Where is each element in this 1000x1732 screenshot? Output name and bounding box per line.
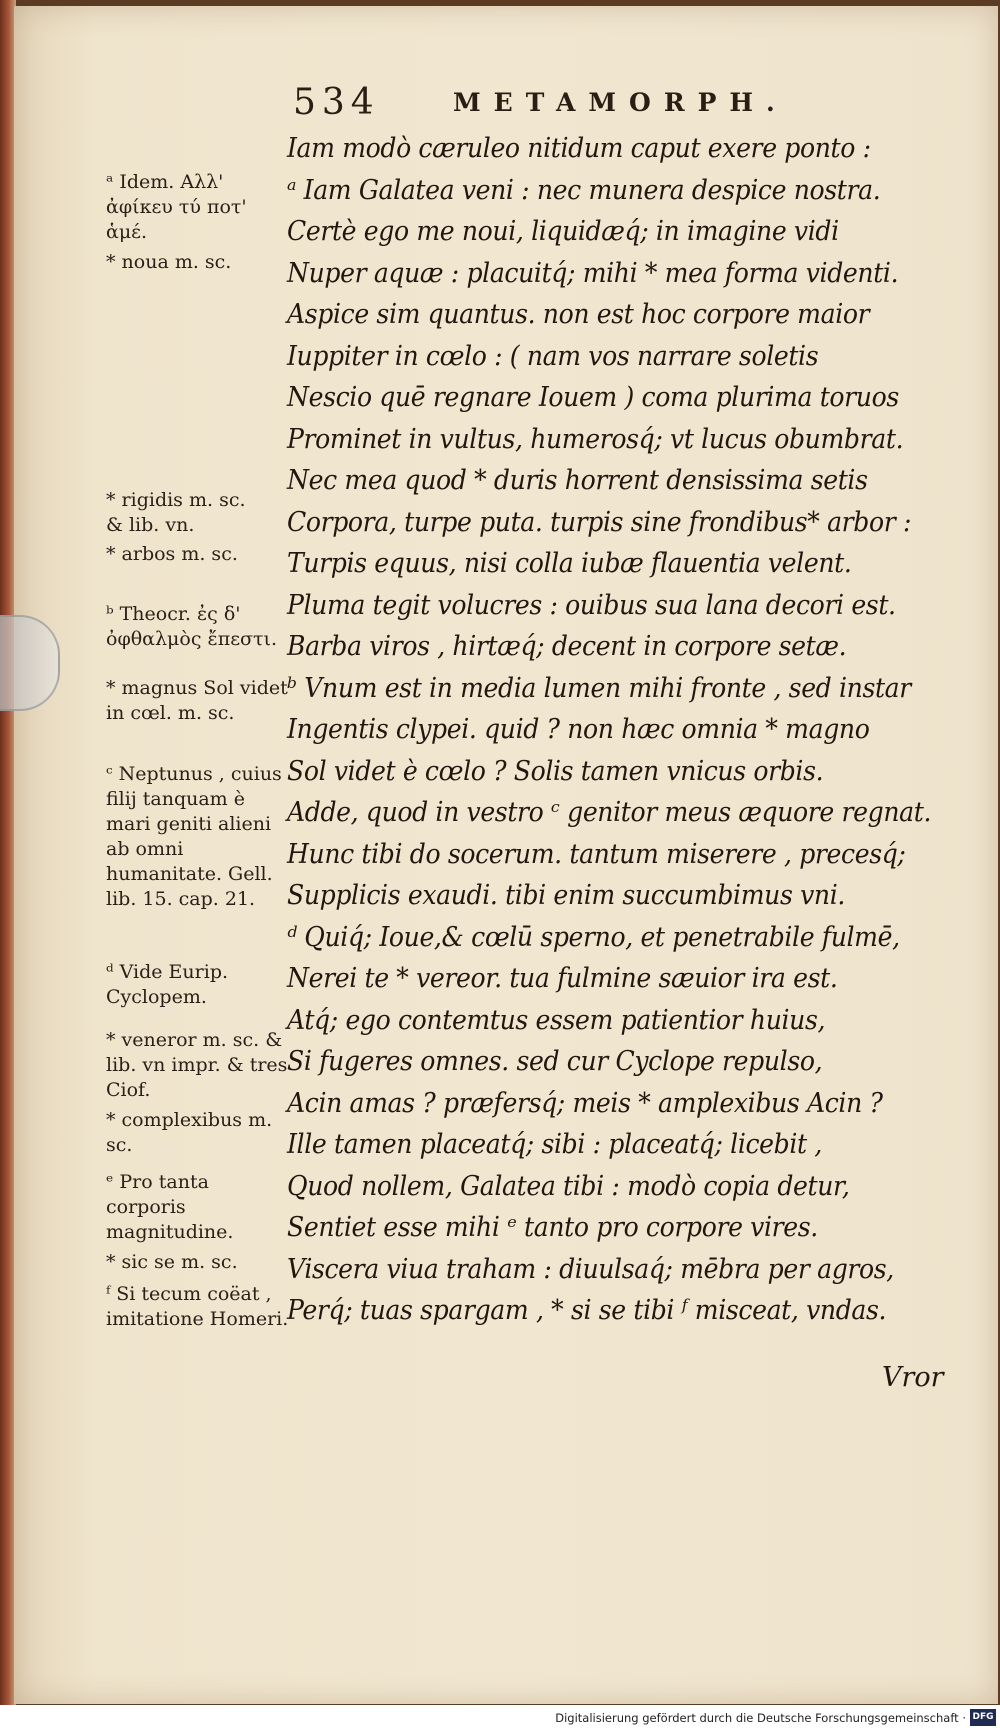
verse-line: Nec mea quod * duris horrent densissima setis (287, 465, 868, 496)
verse-line: Iuppiter in cœlo : ( nam vos narrare soletis (287, 340, 819, 372)
verse-line: Turpis equus, nisi colla iubæ flauentia velent. (287, 548, 852, 579)
margin-note: * complexibus m. sc. (106, 1109, 273, 1156)
margin-note: ᵇ Theocr. ἐς δ' ὀφθαλμὸς ἔπεστι. (106, 603, 278, 650)
funding-credit: Digitalisierung gefördert durch die Deutsche Forschungsgemeinschaft · (555, 1711, 966, 1725)
verse-line: Ille tamen placeatq́; sibi : placeatq́; licebit , (287, 1129, 822, 1160)
verse-line: Nescio quē regnare Iouem ) coma plurima toruos (287, 382, 899, 413)
verse-line: Corpora, turpe puta. turpis sine frondibus* arbor : (287, 506, 912, 538)
verse-line: Aspice sim quantus. non est hoc corpore maior (287, 299, 870, 330)
margin-note: ᶠ Si tecum coëat , imitatione Homeri. (106, 1283, 289, 1330)
footer-bar (0, 1705, 1000, 1732)
verse-line: Atq́; ego contemtus essem patientior huius, (287, 1004, 826, 1036)
verse-line: ᵇ Vnum est in media lumen mihi fronte , sed instar (287, 672, 911, 704)
margin-note: * magnus Sol videt in cœl. m. sc. (106, 677, 288, 724)
catchword: Vror (882, 1362, 944, 1393)
running-title: METAMORPH. (453, 88, 788, 117)
verse-line: Hunc tibi do socerum. tantum miserere , precesq́; (287, 838, 906, 870)
margin-note: * noua m. sc. (106, 251, 232, 273)
margin-note: ᵃ Idem. Αλλ' ἀφίκευ τύ ποτ' ἁμέ. (106, 171, 247, 243)
verse-line: Barba viros , hirtæq́; decent in corpore setæ. (287, 631, 847, 662)
margin-note: * arbos m. sc. (106, 543, 238, 565)
page-number: 534 (293, 82, 380, 123)
verse-line: Sol videt è cœlo ? Solis tamen vnicus orbis. (287, 755, 824, 787)
verse-block (287, 128, 987, 1332)
dfg-logo-icon: DFG (970, 1709, 996, 1726)
margin-note: ᵉ Pro tanta corporis magnitudine. (106, 1171, 234, 1243)
verse-line: Adde, quod in vestro ᶜ genitor meus æquore regnat. (287, 797, 932, 828)
margin-note: * sic se m. sc. (106, 1251, 238, 1273)
verse-line: Ingentis clypei. quid ? non hæc omnia * magno (287, 714, 870, 745)
verse-line: Pluma tegit volucres : ouibus sua lana decori est. (287, 589, 896, 621)
verse-line: Viscera viua traham : diuulsaq́; mēbra per agros, (287, 1253, 894, 1285)
margin-note: * veneror m. sc. & lib. vn impr. & tres Ciof. (106, 1029, 288, 1101)
page-header (293, 82, 910, 122)
verse-line: Quod nollem, Galatea tibi : modò copia detur, (287, 1170, 850, 1202)
verse-line: Certè ego me noui, liquidæq́; in imagine vidi (287, 216, 839, 247)
verse-line: Nerei te * vereor. tua fulmine sæuior ira est. (287, 963, 838, 994)
verse-line: Prominet in vultus, humerosq́; vt lucus obumbrat. (287, 423, 904, 455)
verse-line: Sentiet esse mihi ᵉ tanto pro corpore vires. (287, 1212, 818, 1243)
margin-note: ᶜ Neptunus , cuius filij tanquam è mari geniti alieni ab omni humanitate. Gell. lib. 15. cap. 21. (106, 763, 282, 910)
verse-line: Iam modò cæruleo nitidum caput exere ponto : (287, 133, 871, 164)
verse-line: ᵃ Iam Galatea veni : nec munera despice nostra. (287, 174, 881, 206)
verse-line: ᵈ Quiq́; Ioue,& cœlū sperno, et penetrabile fulmē, (287, 921, 900, 953)
margin-note: * rigidis m. sc. & lib. vn. (106, 489, 246, 536)
verse-line: Si fugeres omnes. sed cur Cyclope repulso, (287, 1046, 823, 1077)
margin-note: ᵈ Vide Eurip. Cyclopem. (106, 961, 229, 1008)
verse-line: Perq́; tuas spargam , * si se tibi ᶠ misceat, vndas. (287, 1295, 887, 1326)
verse-line: Nuper aquæ : placuitq́; mihi * mea forma videnti. (287, 257, 899, 289)
verse-line: Supplicis exaudi. tibi enim succumbimus vni. (287, 880, 845, 911)
verse-line: Acin amas ? præfersq́; meis * amplexibus Acin ? (287, 1087, 883, 1119)
